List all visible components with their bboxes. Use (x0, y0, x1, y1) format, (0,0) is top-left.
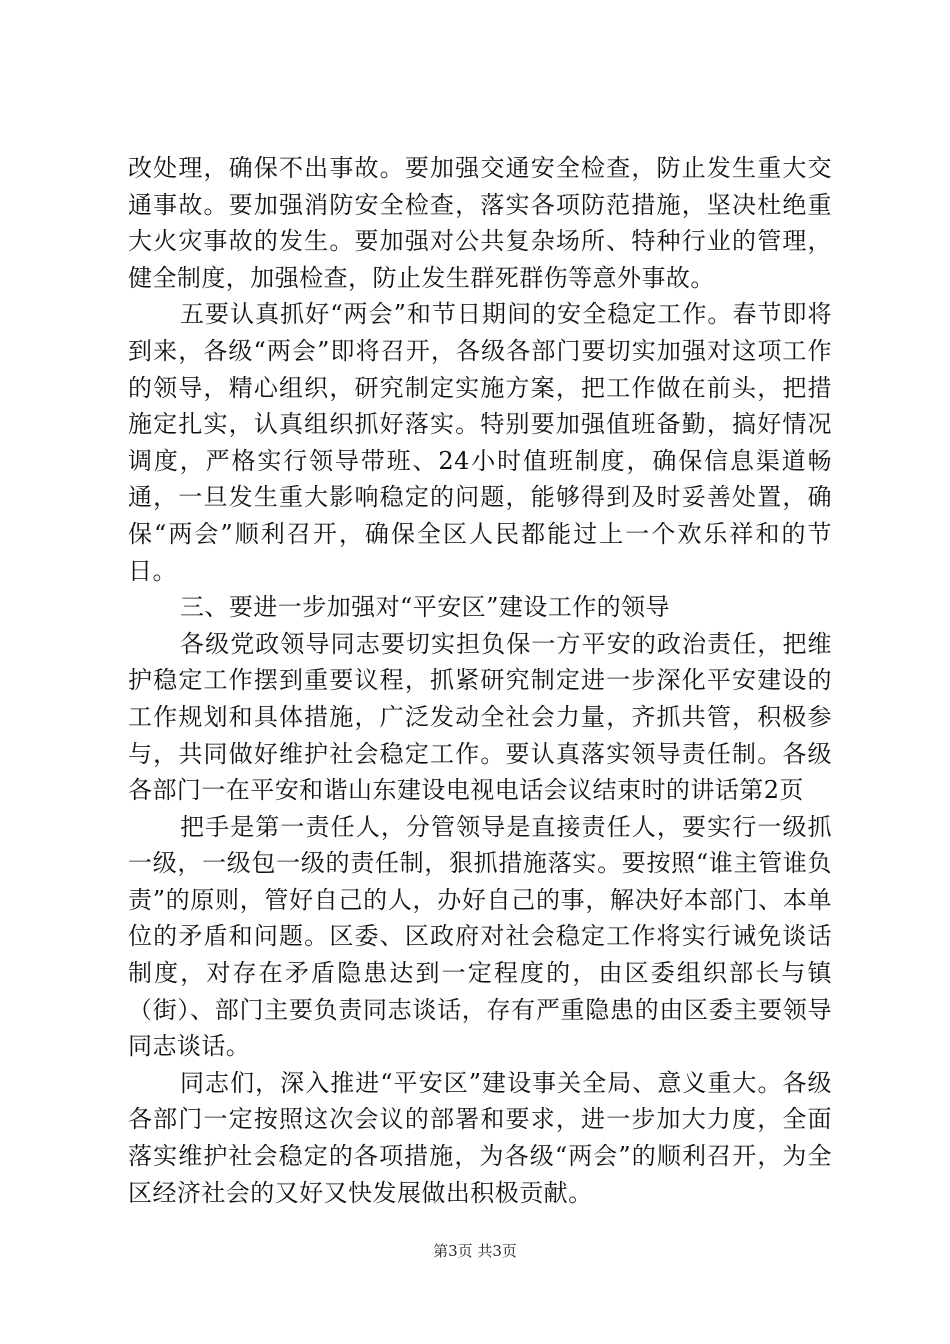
document-body (128, 150, 832, 1211)
section-heading-three: 三、要进一步加强对“平安区”建设工作的领导 (180, 593, 670, 622)
paragraph-continuation: 改处理，确保不出事故。要加强交通安全检查，防止发生重大交通事故。要加强消防安全检查，落实各项防范措施，坚决杜绝重大火灾事故的发生。要加强对公共复杂场所、特种行业的管理，健全制度，加强检查，防止发生群死群伤等意外事故。 (128, 154, 832, 292)
paragraph-leadership: 各级党政领导同志要切实担负保一方平安的政治责任，把维护稳定工作摆到重要议程，抓紧研究制定进一步深化平安建设的工作规划和具体措施，广泛发动全社会力量，齐抓共管，积极参与，共同做好维护社会稳定工作。要认真落实领导责任制。各级各部门一在平安和谐山东建设电视电话会议结束时的讲话第2页 (128, 629, 832, 805)
page-number-footer: 第3页 共3页 (433, 1242, 517, 1260)
paragraph-closing: 同志们，深入推进“平安区”建设事关全局、意义重大。各级各部门一定按照这次会议的部署和要求，进一步加大力度，全面落实维护社会稳定的各项措施，为各级“两会”的顺利召开，为全区经济社会的又好又快发展做出积极贡献。 (128, 1068, 832, 1207)
paragraph-five-two-sessions: 五要认真抓好“两会”和节日期间的安全稳定工作。春节即将到来，各级“两会”即将召开，各级各部门要切实加强对这项工作的领导，精心组织，研究制定实施方案，把工作做在前头，把措施定扎实，认真组织抓好落实。特别要加强值班备勤，搞好情况调度，严格实行领导带班、24小时值班制度，确保信息渠道畅通，一旦发生重大影响稳定的问题，能够得到及时妥善处置，确保“两会”顺利召开，确保全区人民都能过上一个欢乐祥和的节日。 (128, 300, 832, 585)
paragraph-responsibility: 把手是第一责任人，分管领导是直接责任人，要实行一级抓一级，一级包一级的责任制，狠抓措施落实。要按照“谁主管谁负责”的原则，管好自己的人，办好自己的事，解决好本部门、本单位的矛盾和问题。区委、区政府对社会稳定工作将实行诫免谈话制度，对存在矛盾隐患达到一定程度的，由区委组织部长与镇（街）、部门主要负责同志谈话，存有严重隐患的由区委主要领导同志谈话。 (128, 812, 832, 1061)
